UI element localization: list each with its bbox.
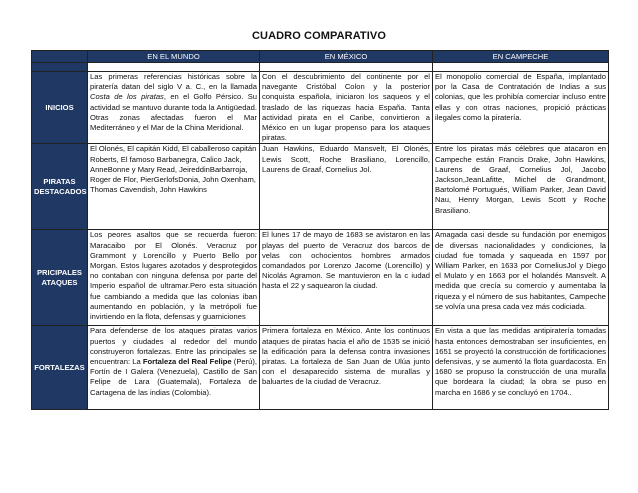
cell-mexico: El lunes 17 de mayo de 1683 se avistaron en las playas del puerto de Veracruz dos barcos de velas con ochocientos hombres armados comandados por Lorenzo Jacome (Lorencillo) y Nicolás Agramon. Se mantuvieron en la c iudad hasta el 22 y saquearon la ciudad. <box>260 230 433 326</box>
cell-text: Para defenderse de los ataques piratas varios puertos y ciudades al rededor del mundo construyeron fortalezas. Entre las principales se encuentran: La <box>90 326 257 367</box>
header-mundo: EN EL MUNDO <box>88 51 260 63</box>
spacer-cell <box>433 63 609 72</box>
row-label-fortalezas: FORTALEZAS <box>32 326 88 410</box>
page-title: CUADRO COMPARATIVO <box>252 30 386 42</box>
cell-text: (Perú), Fortín de I Galera (Venezuela), Castillo de San Felipe de Lara (Guatemala), Fortaleza de Cartagena de las indias (Colombia). <box>90 357 258 397</box>
table-row <box>32 144 609 230</box>
spacer-head <box>32 63 88 72</box>
header-corner <box>32 51 88 63</box>
cell-campeche: El monopolio comercial de España, implantado por la Casa de Contratación de Indias a sus colonias, que les prohibía comerciar incluso entre ellas y con otras naciones, propició prácticas ilegales como la piratería. <box>433 72 609 144</box>
spacer-cell <box>260 63 433 72</box>
header-row <box>32 51 609 63</box>
cell-campeche: Entre los piratas más célebres que atacaron en Campeche están Francis Drake, John Hawkins, Laurens de Graaf, Cornelius Jol, Jacobo Jackson,JeanLafitte, Michel de Grandmont, Bartolomé Portugués, William Parker, Jean David Nau, Henry Morgan, Lewis Scott y Roche Brasiliano. <box>433 144 609 230</box>
spacer-cell <box>88 63 260 72</box>
cell-text: Las primeras referencias históricas sobre la piratería datan del siglo V a. C., en la llamada <box>90 72 257 92</box>
spacer-row <box>32 63 609 72</box>
table-row <box>32 326 609 410</box>
cell-text: , en el Golfo Pérsico. Su actividad se mantuvo durante toda la Antigüedad. Otras zonas afectadas fueron el Mar Mediterráneo y el Mar de la China Meridional. <box>90 92 257 133</box>
table-row <box>32 230 609 326</box>
cell-mundo <box>88 72 260 144</box>
header-campeche: EN CAMPECHE <box>433 51 609 63</box>
cell-mundo <box>88 326 260 410</box>
row-label-ataques: PRICIPALES ATAQUES <box>32 230 88 326</box>
cell-campeche: Amagada casi desde su fundación por enemigos de diversas nacionalidades y condiciones, la ciudad fue tomada y saqueada en 1597 por William Parker, en 1633 por CorneliusJol y Diego el Mulato y en 1663 por el holandés Mansvelt. A medida que crecía su comercio y aumentaba la riqueza y el número de sus habitantes, Campeche se volvía una presa cada vez más codiciada. <box>433 230 609 326</box>
table-row <box>32 72 609 144</box>
header-mexico: EN MÉXICO <box>260 51 433 63</box>
cell-mexico: Con el descubrimiento del continente por el navegante Cristóbal Colon y la posterior conquista española, iniciaron los saqueos y el traslado de las riquezas hacia España. Tanta actividad pirata en el Caribe, convirtieron a México en un lugar propenso para los ataques piratas. <box>260 72 433 144</box>
comparison-table <box>31 50 609 410</box>
cell-text-italic: Costa de los piratas <box>90 92 164 102</box>
cell-mundo: Los peores asaltos que se recuerda fueron: Maracaibo por El Olonés. Veracruz por Grammont y Lorencillo y Puerto Bello por Morgan. Estos lugares azotados y desprotegidos no contaban con ninguna defensa por parte del Imperio español de ultramar.Pero esta situación fue cambiando a medida que las colonias iban aumentando en población, y la metrópoli fue invirtiendo en la flota, defensas y guarniciones <box>88 230 260 326</box>
row-label-inicios: INICIOS <box>32 72 88 144</box>
cell-campeche: En vista a que las medidas antipiratería tomadas hasta entonces demostraban ser insuficientes, en 1651 se proyectó la construcción de fortificaciones defensivas, y se aumentó la flota guardacosta. En 1680 se propuso la construcción de una muralla que bordeara la ciudad; la obra se puso en marcha en 1686 y se concluyó en 1704.. <box>433 326 609 410</box>
cell-text-bold: Fortaleza del Real Felipe <box>142 357 232 367</box>
cell-mexico: Primera fortaleza en México. Ante los continuos ataques de piratas hacia el año de 1535 se inició la edificación para la defensa contra invasiones piratas. La fortaleza de San Juan de Ulúa junto con el desaparecido sistema de murallas y baluartes de la ciudad de Veracruz. <box>260 326 433 410</box>
cell-mundo: El Olonés, El capitán Kidd, El caballeroso capitán Roberts, El famoso Barbanegra, Calico Jack, AnneBonne y Mary Read, JeireddinBarbarroja, Roger de Flor, PierGerlofsDonia, John Oxenham, Thomas Cavendish, John Hawkins <box>88 144 260 230</box>
cell-mexico: Juan Hawkins, Eduardo Mansvelt, El Olonés, Lewis Scott, Roche Brasiliano, Lorencillo, Laurens de Graaf, Cornelius Jol. <box>260 144 433 230</box>
row-label-piratas: PIRATAS DESTACADOS <box>32 144 88 230</box>
